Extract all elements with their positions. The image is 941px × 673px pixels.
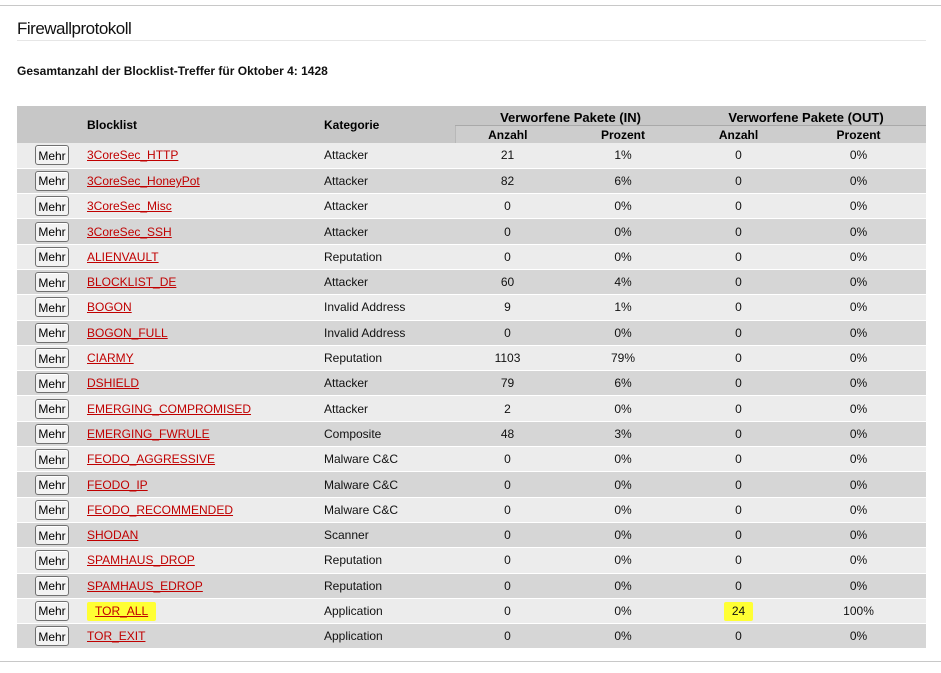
row-out-prozent: 0% <box>791 573 926 598</box>
row-kategorie: Composite <box>324 421 455 446</box>
blocklist-link[interactable]: FEODO_RECOMMENDED <box>87 502 234 517</box>
row-blocklist-cell <box>87 522 324 547</box>
title-divider <box>17 40 926 41</box>
table-row <box>17 598 926 623</box>
row-kategorie: Malware C&C <box>324 472 455 497</box>
row-in-anzahl: 0 <box>455 573 560 598</box>
row-in-anzahl: 79 <box>455 371 560 396</box>
row-kategorie: Attacker <box>324 168 455 193</box>
table-row <box>17 320 926 345</box>
row-kategorie: Scanner <box>324 522 455 547</box>
row-out-prozent: 0% <box>791 219 926 244</box>
mehr-button[interactable]: Mehr <box>35 399 68 419</box>
row-in-anzahl: 60 <box>455 269 560 294</box>
row-blocklist-cell <box>87 421 324 446</box>
blocklist-link[interactable]: TOR_ALL <box>87 602 156 621</box>
row-out-prozent: 0% <box>791 472 926 497</box>
row-blocklist-cell <box>87 345 324 370</box>
row-button-cell <box>17 522 87 547</box>
blocklist-link[interactable]: SHODAN <box>87 528 139 543</box>
header-in-group: Verworfene Pakete (IN) <box>455 106 686 126</box>
row-button-cell <box>17 219 87 244</box>
row-out-anzahl: 0 <box>735 629 742 644</box>
mehr-button[interactable]: Mehr <box>35 626 68 646</box>
row-button-cell <box>17 194 87 219</box>
row-out-anzahl: 0 <box>735 173 742 188</box>
mehr-button[interactable]: Mehr <box>35 576 68 596</box>
row-kategorie: Invalid Address <box>324 320 455 345</box>
row-kategorie: Application <box>324 624 455 649</box>
row-button-cell <box>17 447 87 472</box>
header-out-anzahl: Anzahl <box>686 126 791 144</box>
mehr-button[interactable]: Mehr <box>35 424 68 444</box>
table-row <box>17 219 926 244</box>
row-in-anzahl: 0 <box>455 598 560 623</box>
row-in-prozent: 0% <box>560 598 686 623</box>
row-button-cell <box>17 320 87 345</box>
row-kategorie: Attacker <box>324 194 455 219</box>
row-out-anzahl: 0 <box>735 300 742 315</box>
row-out-prozent: 0% <box>791 269 926 294</box>
table-row <box>17 497 926 522</box>
row-button-cell <box>17 244 87 269</box>
table-row <box>17 194 926 219</box>
row-out-anzahl-cell <box>686 497 791 522</box>
row-out-anzahl: 0 <box>735 376 742 391</box>
blocklist-link[interactable]: EMERGING_COMPROMISED <box>87 401 252 416</box>
row-out-prozent: 0% <box>791 295 926 320</box>
table-row <box>17 345 926 370</box>
row-out-prozent: 0% <box>791 320 926 345</box>
row-kategorie: Application <box>324 598 455 623</box>
row-out-anzahl-cell <box>686 219 791 244</box>
row-out-anzahl: 0 <box>735 528 742 543</box>
row-in-anzahl: 0 <box>455 320 560 345</box>
mehr-button[interactable]: Mehr <box>35 297 68 317</box>
blocklist-table <box>17 106 926 649</box>
row-blocklist-cell <box>87 269 324 294</box>
row-blocklist-cell <box>87 143 324 168</box>
row-out-anzahl-cell <box>686 396 791 421</box>
header-in-anzahl: Anzahl <box>455 126 560 144</box>
row-in-prozent: 1% <box>560 143 686 168</box>
row-button-cell <box>17 598 87 623</box>
row-out-prozent: 0% <box>791 396 926 421</box>
row-button-cell <box>17 143 87 168</box>
mehr-button[interactable]: Mehr <box>35 373 68 393</box>
row-out-anzahl-cell <box>686 269 791 294</box>
row-out-anzahl: 0 <box>735 452 742 467</box>
summary-value: 1428 <box>301 64 328 78</box>
row-blocklist-cell <box>87 472 324 497</box>
row-kategorie: Reputation <box>324 345 455 370</box>
table-row <box>17 573 926 598</box>
mehr-button[interactable]: Mehr <box>35 475 68 495</box>
table-row <box>17 168 926 193</box>
row-button-cell <box>17 371 87 396</box>
row-in-anzahl: 0 <box>455 244 560 269</box>
row-in-prozent: 1% <box>560 295 686 320</box>
header-out-group: Verworfene Pakete (OUT) <box>686 106 926 126</box>
page-title: Firewallprotokoll <box>17 19 132 38</box>
row-out-anzahl: 0 <box>735 275 742 290</box>
row-out-prozent: 0% <box>791 371 926 396</box>
row-blocklist-cell <box>87 396 324 421</box>
row-blocklist-cell <box>87 598 324 623</box>
row-kategorie: Attacker <box>324 219 455 244</box>
blocklist-link[interactable]: 3CoreSec_HTTP <box>87 148 179 163</box>
row-blocklist-cell <box>87 624 324 649</box>
row-in-prozent: 0% <box>560 219 686 244</box>
row-in-prozent: 0% <box>560 194 686 219</box>
row-out-anzahl-cell <box>686 143 791 168</box>
row-in-anzahl: 0 <box>455 472 560 497</box>
row-button-cell <box>17 269 87 294</box>
row-out-anzahl-cell <box>686 522 791 547</box>
header-out-prozent: Prozent <box>791 126 926 144</box>
header-button-col <box>17 106 87 143</box>
row-blocklist-cell <box>87 168 324 193</box>
table-row <box>17 371 926 396</box>
row-in-anzahl: 0 <box>455 548 560 573</box>
row-out-prozent: 0% <box>791 194 926 219</box>
mehr-button[interactable]: Mehr <box>35 449 68 469</box>
blocklist-link[interactable]: 3CoreSec_SSH <box>87 224 172 239</box>
row-out-prozent: 0% <box>791 244 926 269</box>
row-out-anzahl-cell <box>686 345 791 370</box>
mehr-button[interactable]: Mehr <box>35 323 68 343</box>
table-row <box>17 143 926 168</box>
row-in-anzahl: 82 <box>455 168 560 193</box>
row-out-anzahl: 0 <box>735 477 742 492</box>
blocklist-link[interactable]: BLOCKLIST_DE <box>87 275 177 290</box>
row-blocklist-cell <box>87 497 324 522</box>
row-out-anzahl-cell <box>686 371 791 396</box>
row-blocklist-cell <box>87 548 324 573</box>
row-blocklist-cell <box>87 295 324 320</box>
row-out-anzahl-cell <box>686 548 791 573</box>
row-out-prozent: 0% <box>791 624 926 649</box>
table-row <box>17 548 926 573</box>
row-button-cell <box>17 548 87 573</box>
table-row <box>17 522 926 547</box>
mehr-button[interactable]: Mehr <box>35 171 68 191</box>
row-out-anzahl-cell <box>686 295 791 320</box>
mehr-button[interactable]: Mehr <box>35 196 68 216</box>
blocklist-link[interactable]: 3CoreSec_Misc <box>87 199 172 214</box>
row-button-cell <box>17 472 87 497</box>
row-in-prozent: 0% <box>560 497 686 522</box>
row-button-cell <box>17 168 87 193</box>
row-blocklist-cell <box>87 320 324 345</box>
row-in-anzahl: 0 <box>455 624 560 649</box>
row-kategorie: Reputation <box>324 548 455 573</box>
row-out-anzahl: 0 <box>735 224 742 239</box>
table-row <box>17 396 926 421</box>
row-blocklist-cell <box>87 244 324 269</box>
row-out-anzahl: 0 <box>735 249 742 264</box>
table-row <box>17 472 926 497</box>
row-out-anzahl-cell <box>686 244 791 269</box>
row-button-cell <box>17 295 87 320</box>
blocklist-link[interactable]: SPAMHAUS_DROP <box>87 553 195 568</box>
row-button-cell <box>17 421 87 446</box>
blocklist-link[interactable]: FEODO_AGGRESSIVE <box>87 452 216 467</box>
row-in-prozent: 0% <box>560 522 686 547</box>
blocklist-link[interactable]: EMERGING_FWRULE <box>87 426 210 441</box>
row-out-prozent: 0% <box>791 447 926 472</box>
row-in-anzahl: 0 <box>455 194 560 219</box>
bottom-divider <box>0 661 941 662</box>
table-row <box>17 269 926 294</box>
row-out-anzahl: 0 <box>735 502 742 517</box>
row-in-prozent: 0% <box>560 472 686 497</box>
row-button-cell <box>17 624 87 649</box>
row-out-anzahl: 0 <box>735 578 742 593</box>
row-in-anzahl: 0 <box>455 497 560 522</box>
row-out-anzahl-cell <box>686 421 791 446</box>
blocklist-link[interactable]: SPAMHAUS_EDROP <box>87 578 203 593</box>
summary-line <box>17 64 328 78</box>
row-kategorie: Attacker <box>324 269 455 294</box>
row-out-anzahl-cell <box>686 168 791 193</box>
table-row <box>17 447 926 472</box>
row-in-prozent: 0% <box>560 573 686 598</box>
row-out-prozent: 0% <box>791 168 926 193</box>
mehr-button[interactable]: Mehr <box>35 500 68 520</box>
row-out-anzahl-cell <box>686 472 791 497</box>
row-kategorie: Attacker <box>324 143 455 168</box>
blocklist-link[interactable]: ALIENVAULT <box>87 249 159 264</box>
row-in-anzahl: 0 <box>455 447 560 472</box>
row-out-anzahl: 24 <box>724 602 753 621</box>
row-in-prozent: 0% <box>560 548 686 573</box>
row-in-anzahl: 0 <box>455 219 560 244</box>
row-blocklist-cell <box>87 447 324 472</box>
row-in-prozent: 0% <box>560 320 686 345</box>
row-in-prozent: 6% <box>560 371 686 396</box>
blocklist-link[interactable]: CIARMY <box>87 351 134 366</box>
row-in-prozent: 3% <box>560 421 686 446</box>
mehr-button[interactable]: Mehr <box>35 601 68 621</box>
row-out-prozent: 0% <box>791 548 926 573</box>
row-out-anzahl: 0 <box>735 553 742 568</box>
mehr-button[interactable]: Mehr <box>35 222 68 242</box>
row-in-prozent: 6% <box>560 168 686 193</box>
mehr-button[interactable]: Mehr <box>35 550 68 570</box>
row-in-anzahl: 0 <box>455 522 560 547</box>
row-kategorie: Malware C&C <box>324 447 455 472</box>
row-out-prozent: 0% <box>791 497 926 522</box>
mehr-button[interactable]: Mehr <box>35 525 68 545</box>
mehr-button[interactable]: Mehr <box>35 145 68 165</box>
row-blocklist-cell <box>87 371 324 396</box>
header-kategorie: Kategorie <box>324 106 455 143</box>
row-out-anzahl: 0 <box>735 401 742 416</box>
row-out-anzahl: 0 <box>735 199 742 214</box>
row-in-anzahl: 48 <box>455 421 560 446</box>
row-in-anzahl: 1103 <box>455 345 560 370</box>
row-out-anzahl-cell <box>686 194 791 219</box>
row-out-anzahl-cell <box>686 320 791 345</box>
summary-label: Gesamtanzahl der Blocklist-Treffer für Oktober 4: <box>17 64 298 78</box>
blocklist-link[interactable]: BOGON_FULL <box>87 325 168 340</box>
header-blocklist: Blocklist <box>87 106 324 143</box>
row-kategorie: Attacker <box>324 396 455 421</box>
blocklist-link[interactable]: TOR_EXIT <box>87 629 146 644</box>
blocklist-link[interactable]: BOGON <box>87 300 132 315</box>
table-body <box>17 143 926 649</box>
table-row <box>17 244 926 269</box>
row-kategorie: Reputation <box>324 573 455 598</box>
row-out-anzahl-cell <box>686 447 791 472</box>
table-row <box>17 421 926 446</box>
row-blocklist-cell <box>87 219 324 244</box>
table-row <box>17 624 926 649</box>
row-kategorie: Invalid Address <box>324 295 455 320</box>
top-divider <box>0 5 941 6</box>
row-in-prozent: 0% <box>560 396 686 421</box>
row-in-prozent: 0% <box>560 447 686 472</box>
mehr-button[interactable]: Mehr <box>35 348 68 368</box>
row-in-anzahl: 2 <box>455 396 560 421</box>
row-out-anzahl-cell <box>686 573 791 598</box>
row-kategorie: Malware C&C <box>324 497 455 522</box>
blocklist-link[interactable]: 3CoreSec_HoneyPot <box>87 173 200 188</box>
blocklist-link[interactable]: FEODO_IP <box>87 477 148 492</box>
row-out-anzahl: 0 <box>735 325 742 340</box>
row-out-prozent: 0% <box>791 345 926 370</box>
row-out-anzahl: 0 <box>735 148 742 163</box>
table-row <box>17 295 926 320</box>
row-in-prozent: 79% <box>560 345 686 370</box>
row-blocklist-cell <box>87 194 324 219</box>
row-kategorie: Attacker <box>324 371 455 396</box>
blocklist-link[interactable]: DSHIELD <box>87 376 140 391</box>
row-out-prozent: 0% <box>791 421 926 446</box>
row-button-cell <box>17 573 87 598</box>
mehr-button[interactable]: Mehr <box>35 247 68 267</box>
row-button-cell <box>17 345 87 370</box>
row-out-prozent: 100% <box>791 598 926 623</box>
row-out-anzahl-cell <box>686 598 791 623</box>
row-in-prozent: 4% <box>560 269 686 294</box>
row-out-prozent: 0% <box>791 522 926 547</box>
header-in-prozent: Prozent <box>560 126 686 144</box>
mehr-button[interactable]: Mehr <box>35 272 68 292</box>
row-in-anzahl: 9 <box>455 295 560 320</box>
row-blocklist-cell <box>87 573 324 598</box>
row-out-prozent: 0% <box>791 143 926 168</box>
row-out-anzahl-cell <box>686 624 791 649</box>
row-button-cell <box>17 396 87 421</box>
row-kategorie: Reputation <box>324 244 455 269</box>
row-in-prozent: 0% <box>560 244 686 269</box>
row-out-anzahl: 0 <box>735 426 742 441</box>
row-in-anzahl: 21 <box>455 143 560 168</box>
row-button-cell <box>17 497 87 522</box>
row-in-prozent: 0% <box>560 624 686 649</box>
row-out-anzahl: 0 <box>735 351 742 366</box>
